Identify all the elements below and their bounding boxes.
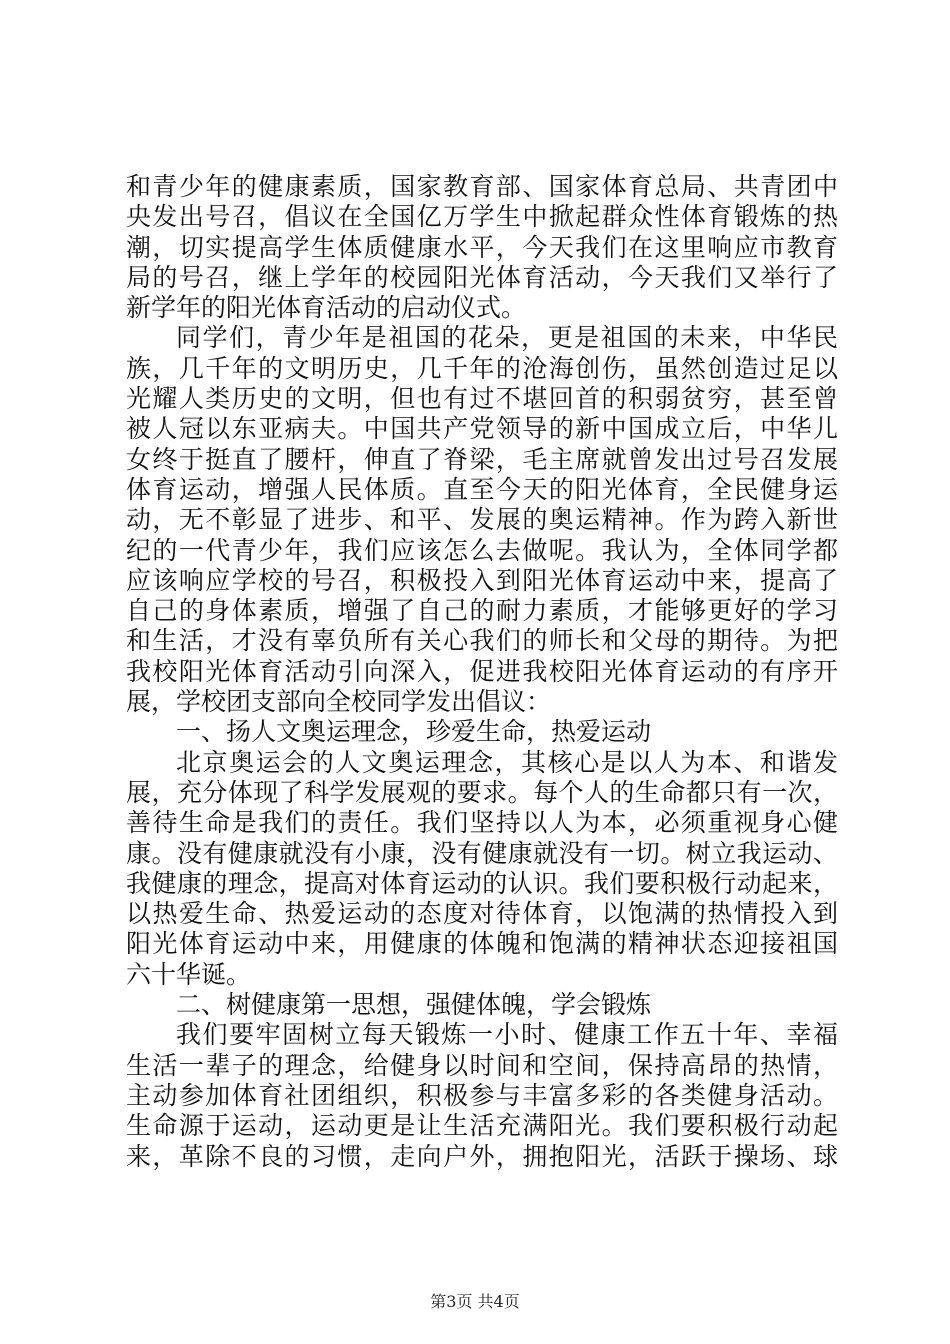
text-line: 善待生命是我们的责任。我们坚持以人为本，必须重视身心健 — [126, 808, 838, 838]
text-line: 主动参加体育社团组织，积极参与丰富多彩的各类健身活动。 — [126, 1080, 838, 1110]
text-line: 以热爱生命、热爱运动的态度对待体育，以饱满的热情投入到 — [126, 899, 838, 929]
page-footer — [0, 1289, 950, 1312]
text-line: 来，革除不良的习惯，走向户外，拥抱阳光，活跃于操场、球 — [126, 1141, 838, 1171]
paragraph — [126, 323, 838, 717]
text-line: 被人冠以东亚病夫。中国共产党领导的新中国成立后，中华儿 — [126, 414, 838, 444]
paragraph — [126, 1020, 838, 1171]
paragraph — [126, 717, 838, 747]
text-line: 光耀人类历史的文明，但也有过不堪回首的积弱贫穷，甚至曾 — [126, 384, 838, 414]
document-body — [126, 172, 838, 1172]
text-line: 纪的一代青少年，我们应该怎么去做呢。我认为，全体同学都 — [126, 535, 838, 565]
paragraph — [126, 172, 838, 323]
paragraph — [126, 748, 838, 990]
text-line: 展，学校团支部向全校同学发出倡议： — [126, 687, 552, 717]
text-line: 我校阳光体育活动引向深入，促进我校阳光体育运动的有序开 — [126, 656, 838, 686]
text-line: 生命源于运动，运动更是让生活充满阳光。我们要积极行动起 — [126, 1111, 838, 1141]
text-line: 北京奥运会的人文奥运理念，其核心是以人为本、和谐发 — [176, 747, 838, 777]
text-line: 我健康的理念，提高对体育运动的认识。我们要积极行动起来， — [126, 868, 838, 898]
text-line: 生活一辈子的理念，给健身以时间和空间，保持高昂的热情， — [126, 1050, 838, 1080]
text-line: 阳光体育运动中来，用健康的体魄和饱满的精神状态迎接祖国 — [126, 929, 838, 959]
text-line: 体育运动，增强人民体质。直至今天的阳光体育，全民健身运 — [126, 474, 838, 504]
text-line: 和生活，才没有辜负所有关心我们的师长和父母的期待。为把 — [126, 626, 838, 656]
text-line: 族，几千年的文明历史，几千年的沧海创伤，虽然创造过足以 — [126, 353, 838, 383]
text-line: 女终于挺直了腰杆，伸直了脊梁，毛主席就曾发出过号召发展 — [126, 444, 838, 474]
text-line: 我们要牢固树立每天锻炼一小时、健康工作五十年、幸福 — [176, 1020, 838, 1050]
text-line: 二、树健康第一思想，强健体魄，学会锻炼 — [176, 990, 652, 1020]
text-line: 局的号召，继上学年的校园阳光体育活动，今天我们又举行了 — [126, 262, 838, 292]
text-line: 应该响应学校的号召，积极投入到阳光体育运动中来，提高了 — [126, 565, 838, 595]
text-line: 潮，切实提高学生体质健康水平，今天我们在这里响应市教育 — [126, 232, 838, 262]
page-number: 第3页 共4页 — [430, 1292, 520, 1311]
text-line: 自己的身体素质，增强了自己的耐力素质，才能够更好的学习 — [126, 596, 838, 626]
text-line: 一、扬人文奥运理念，珍爱生命，热爱运动 — [176, 717, 652, 747]
paragraph — [126, 990, 838, 1020]
text-line: 康。没有健康就没有小康，没有健康就没有一切。树立我运动、 — [126, 838, 838, 868]
text-line: 动，无不彰显了进步、和平、发展的奥运精神。作为跨入新世 — [126, 505, 838, 535]
text-line: 央发出号召，倡议在全国亿万学生中掀起群众性体育锻炼的热 — [126, 202, 838, 232]
text-line: 新学年的阳光体育活动的启动仪式。 — [126, 293, 527, 323]
text-line: 展，充分体现了科学发展观的要求。每个人的生命都只有一次， — [126, 777, 838, 807]
text-line: 和青少年的健康素质，国家教育部、国家体育总局、共青团中 — [126, 172, 838, 201]
text-line: 六十华诞。 — [126, 959, 252, 989]
text-line: 同学们，青少年是祖国的花朵，更是祖国的未来，中华民 — [176, 323, 838, 353]
